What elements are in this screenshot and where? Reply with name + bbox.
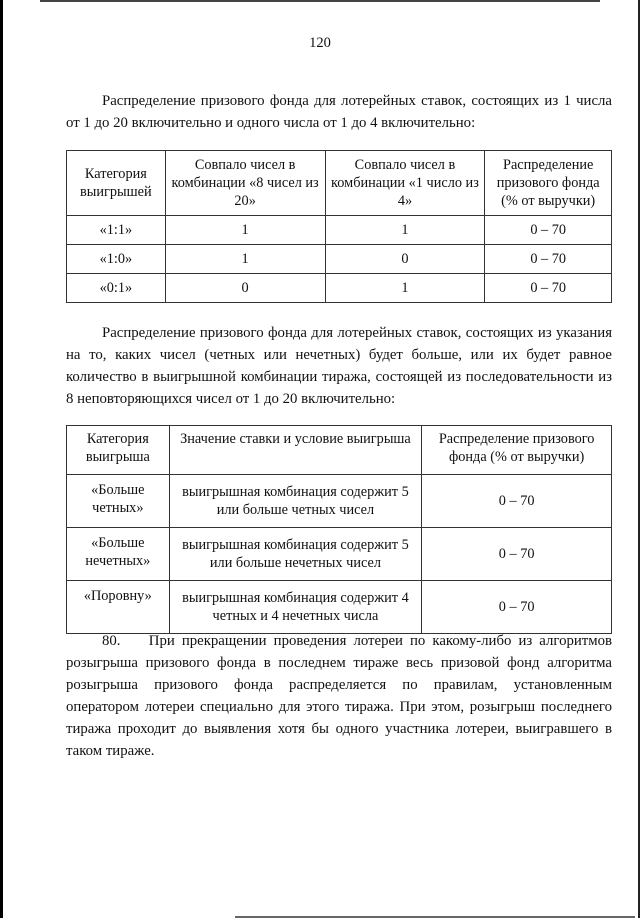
header-cell: Значение ставки и условие выигрыша <box>169 426 422 475</box>
match-1-of-4-cell: 1 <box>325 216 485 245</box>
scan-border-left <box>0 0 3 918</box>
category-cell: «1:0» <box>67 245 166 274</box>
table-row <box>67 245 612 274</box>
prize-distribution-table-1 <box>66 150 612 303</box>
table-row <box>67 581 612 634</box>
distribution-cell: 0 – 70 <box>422 528 612 581</box>
paragraph-table2-intro <box>66 322 612 410</box>
distribution-cell: 0 – 70 <box>485 274 612 303</box>
distribution-cell: 0 – 70 <box>422 581 612 634</box>
paragraph-text: При прекращении проведения лотереи по какому-либо из алгоритмов розыгрыша призового фонда в последнем тираже весь призовой фонд алгоритма розыгрыша призового фонда распределяется по правилам, установленным оператором лотереи специально для этого тиража. При этом, розыгрыш последнего тиража проходит до выявления хотя бы одного участника лотереи, выигравшего в таком тираже. <box>66 633 613 759</box>
condition-cell: выигрышная комбинация содержит 5 или больше четных чисел <box>169 475 422 528</box>
table-row <box>67 274 612 303</box>
match-1-of-4-cell: 1 <box>325 274 485 303</box>
header-cell: Совпало чисел в комбинации «1 число из 4» <box>325 151 485 216</box>
clause-number: 80. <box>102 633 121 649</box>
paragraph-table1-intro <box>66 90 612 134</box>
table-row <box>67 528 612 581</box>
paragraph-80 <box>66 630 612 762</box>
header-cell: Распределение призового фонда (% от выручки) <box>485 151 612 216</box>
match-8-of-20-cell: 1 <box>165 216 325 245</box>
prize-distribution-table-2 <box>66 425 612 634</box>
header-cell: Категория выигрышей <box>67 151 166 216</box>
header-cell: Совпало чисел в комбинации «8 чисел из 20» <box>165 151 325 216</box>
header-cell: Распределение призового фонда (% от выручки) <box>422 426 612 475</box>
table-header-row <box>67 151 612 216</box>
header-cell: Категория выигрыша <box>67 426 170 475</box>
table-header-row <box>67 426 612 475</box>
scan-border-top <box>40 0 600 2</box>
distribution-cell: 0 – 70 <box>485 245 612 274</box>
distribution-cell: 0 – 70 <box>485 216 612 245</box>
category-cell: «Больше четных» <box>67 475 170 528</box>
match-8-of-20-cell: 1 <box>165 245 325 274</box>
page-number: 120 <box>309 35 331 51</box>
category-cell: «1:1» <box>67 216 166 245</box>
category-cell: «Больше нечетных» <box>67 528 170 581</box>
paragraph-text: Распределение призового фонда для лотерейных ставок, состоящих из 1 числа от 1 до 20 включительно и одного числа от 1 до 4 включительно: <box>66 93 612 131</box>
condition-cell: выигрышная комбинация содержит 5 или больше нечетных чисел <box>169 528 422 581</box>
distribution-cell: 0 – 70 <box>422 475 612 528</box>
category-cell: «0:1» <box>67 274 166 303</box>
match-1-of-4-cell: 0 <box>325 245 485 274</box>
category-cell: «Поровну» <box>67 581 170 634</box>
paragraph-text: Распределение призового фонда для лотерейных ставок, состоящих из указания на то, каких чисел (четных или нечетных) будет больше, или их будет равное количество в выигрышной комбинации тиража, состоящей из последовательности из 8 неповторяющихся чисел от 1 до 20 включительно: <box>66 325 612 407</box>
table-row <box>67 216 612 245</box>
condition-cell: выигрышная комбинация содержит 4 четных и 4 нечетных числа <box>169 581 422 634</box>
match-8-of-20-cell: 0 <box>165 274 325 303</box>
table-row <box>67 475 612 528</box>
